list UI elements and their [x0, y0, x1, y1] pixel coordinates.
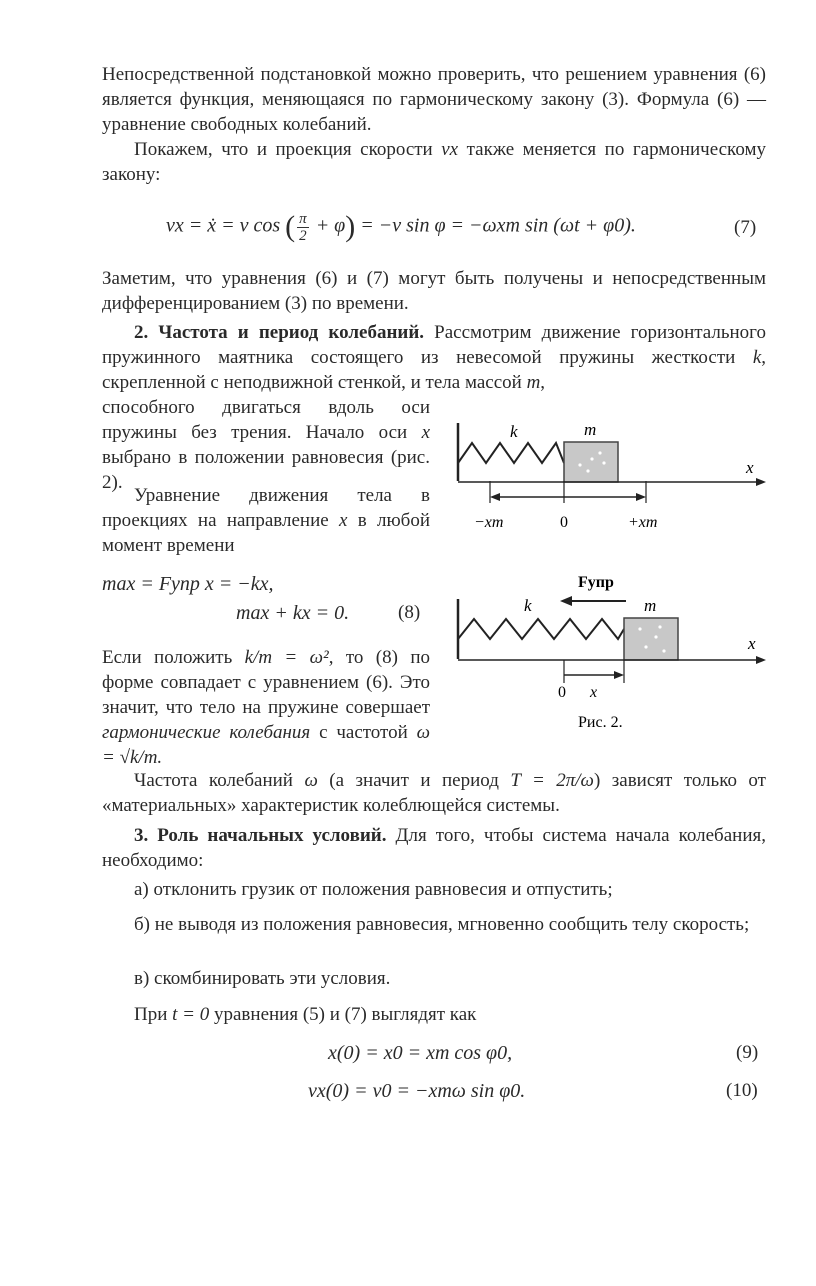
harmonic-emph: гармонические колебания — [102, 722, 311, 743]
bottom-axis-label: x — [748, 634, 756, 653]
equation-7-number: (7) — [734, 217, 757, 238]
equation-8-number: (8) — [398, 602, 421, 623]
paragraph-6 — [102, 645, 430, 770]
paragraph-4-text-b: выбрано в положении равновесия (рис. 2). — [102, 447, 430, 493]
section-3-intro — [102, 823, 766, 873]
axis-var-2: x — [338, 510, 348, 531]
eq7-left: vx = ẋ = v cos — [166, 214, 281, 237]
force-label: Fупр — [578, 574, 614, 591]
equation-9: x(0) = x0 = xm cos φ0, — [328, 1042, 513, 1064]
figure-2 — [450, 415, 770, 745]
equation-9-number: (9) — [736, 1042, 759, 1063]
paragraph-7-text-c: ) зависят только от «материальных» характеристик колеблющейся системы. — [102, 770, 766, 816]
time-zero: t = 0 — [172, 1004, 210, 1025]
paragraph-2 — [102, 137, 766, 187]
pos-amplitude-label: +xm — [628, 514, 658, 531]
eq7-frac-num: π — [299, 210, 307, 227]
displacement-label: x — [590, 684, 598, 701]
list-item: б) не выводя из положения равновесия, мгновенно сообщить телу скорость; — [134, 914, 750, 935]
section-3-heading: 3. Роль начальных условий. — [134, 825, 387, 846]
paragraph-7 — [102, 768, 766, 818]
eq7-frac-den: 2 — [299, 227, 307, 244]
bottom-spring — [458, 619, 624, 639]
section-2-text-a: Рассмотрим движение горизонтального пружинного маятника состоящего из невесомой пружины жесткости — [102, 322, 767, 368]
paragraph-5-text-b: в любой момент времени — [102, 510, 430, 556]
paragraph-5-text-a: Уравнение движения тела в проекциях на направление — [102, 485, 430, 531]
top-zero-label: 0 — [560, 514, 568, 531]
bottom-m-label: m — [644, 596, 657, 615]
paragraph-8-text-b: уравнения (5) и (7) выглядят как — [209, 1004, 477, 1025]
top-mass-block — [564, 442, 618, 482]
eq7-right: = −v sin φ = −ωxm sin (ωt + φ0). — [360, 214, 636, 237]
paragraph-2-text-a: Покажем, что и проекция скорости — [134, 139, 442, 160]
list-item: а) отклонить грузик от положения равновесия и отпустить; — [134, 879, 613, 900]
paragraph-6-text-a: Если положить — [102, 647, 245, 668]
bottom-zero-label: 0 — [558, 684, 566, 701]
paragraph-7-text-a: Частота колебаний — [134, 770, 305, 791]
section-2-heading: 2. Частота и период колебаний. — [134, 322, 425, 343]
paragraph-6-text-b: , то (8) по форме совпадает с уравнением (6). Это значит, что тело на пружине совершает — [102, 647, 430, 718]
paragraph-8-text-a: При — [134, 1004, 173, 1025]
section-2-intro — [102, 320, 766, 395]
section-3-text: Для того, чтобы система начала колебания, необходимо: — [102, 825, 766, 871]
eq7-inner: + φ — [315, 214, 346, 237]
omega-var: ω — [304, 770, 318, 791]
top-axis-label: x — [746, 458, 754, 477]
paragraph-6-text-c: с частотой — [310, 722, 417, 743]
omega-formula: ω = √k/m. — [102, 722, 430, 768]
paragraph-4-text-a: способного двигаться вдоль оси пружины без трения. Начало оси — [102, 397, 430, 443]
bottom-mass-block — [624, 618, 678, 660]
period-formula: T = 2π/ω — [510, 770, 594, 791]
figure-caption: Рис. 2. — [578, 714, 623, 731]
stiffness-var: k — [752, 347, 762, 368]
paragraph-2-text-b: также меняется по гармоническому закону: — [102, 139, 766, 185]
equation-7: vx = ẋ = v cos ( $\frac{\pi}{2}$ + φ) = −v sin φ = −ωxm sin (ωt + φ0). — [166, 210, 636, 244]
equation-8-line-2: max + kx = 0. — [236, 602, 350, 624]
axis-var: x — [421, 422, 430, 443]
top-k-label: k — [510, 422, 518, 441]
top-m-label: m — [584, 420, 597, 439]
velocity-var: vx — [441, 139, 459, 160]
equation-8-line-1: max = Fупр x = −kx, — [102, 573, 274, 595]
paragraph-3: Заметим, что уравнения (6) и (7) могут быть получены и непосредственным дифференцированием (3) по времени. — [102, 268, 766, 314]
paragraph-8 — [102, 1002, 766, 1027]
omega-def: k/m = ω² — [244, 647, 329, 668]
paragraph-4 — [102, 395, 430, 495]
mass-var: m — [526, 372, 541, 393]
equation-10: vx(0) = v0 = −xmω sin φ0. — [308, 1080, 526, 1102]
neg-amplitude-label: −xm — [474, 514, 504, 531]
paragraph-1: Непосредственной подстановкой можно проверить, что решением уравнения (6) является функция, меняющаяся по гармоническому закону (3). Формула (6) — уравнение свободных колебаний. — [102, 64, 766, 135]
paragraph-7-text-b: (а значит и период — [317, 770, 511, 791]
section-2-text-b: , скрепленной с неподвижной стенкой, и тела массой — [102, 347, 766, 393]
equation-10-number: (10) — [726, 1080, 758, 1101]
paragraph-5 — [102, 483, 430, 558]
list-item: в) скомбинировать эти условия. — [134, 968, 391, 989]
section-2-text-c: , — [540, 372, 546, 393]
bottom-k-label: k — [524, 596, 532, 615]
top-spring — [458, 443, 564, 463]
